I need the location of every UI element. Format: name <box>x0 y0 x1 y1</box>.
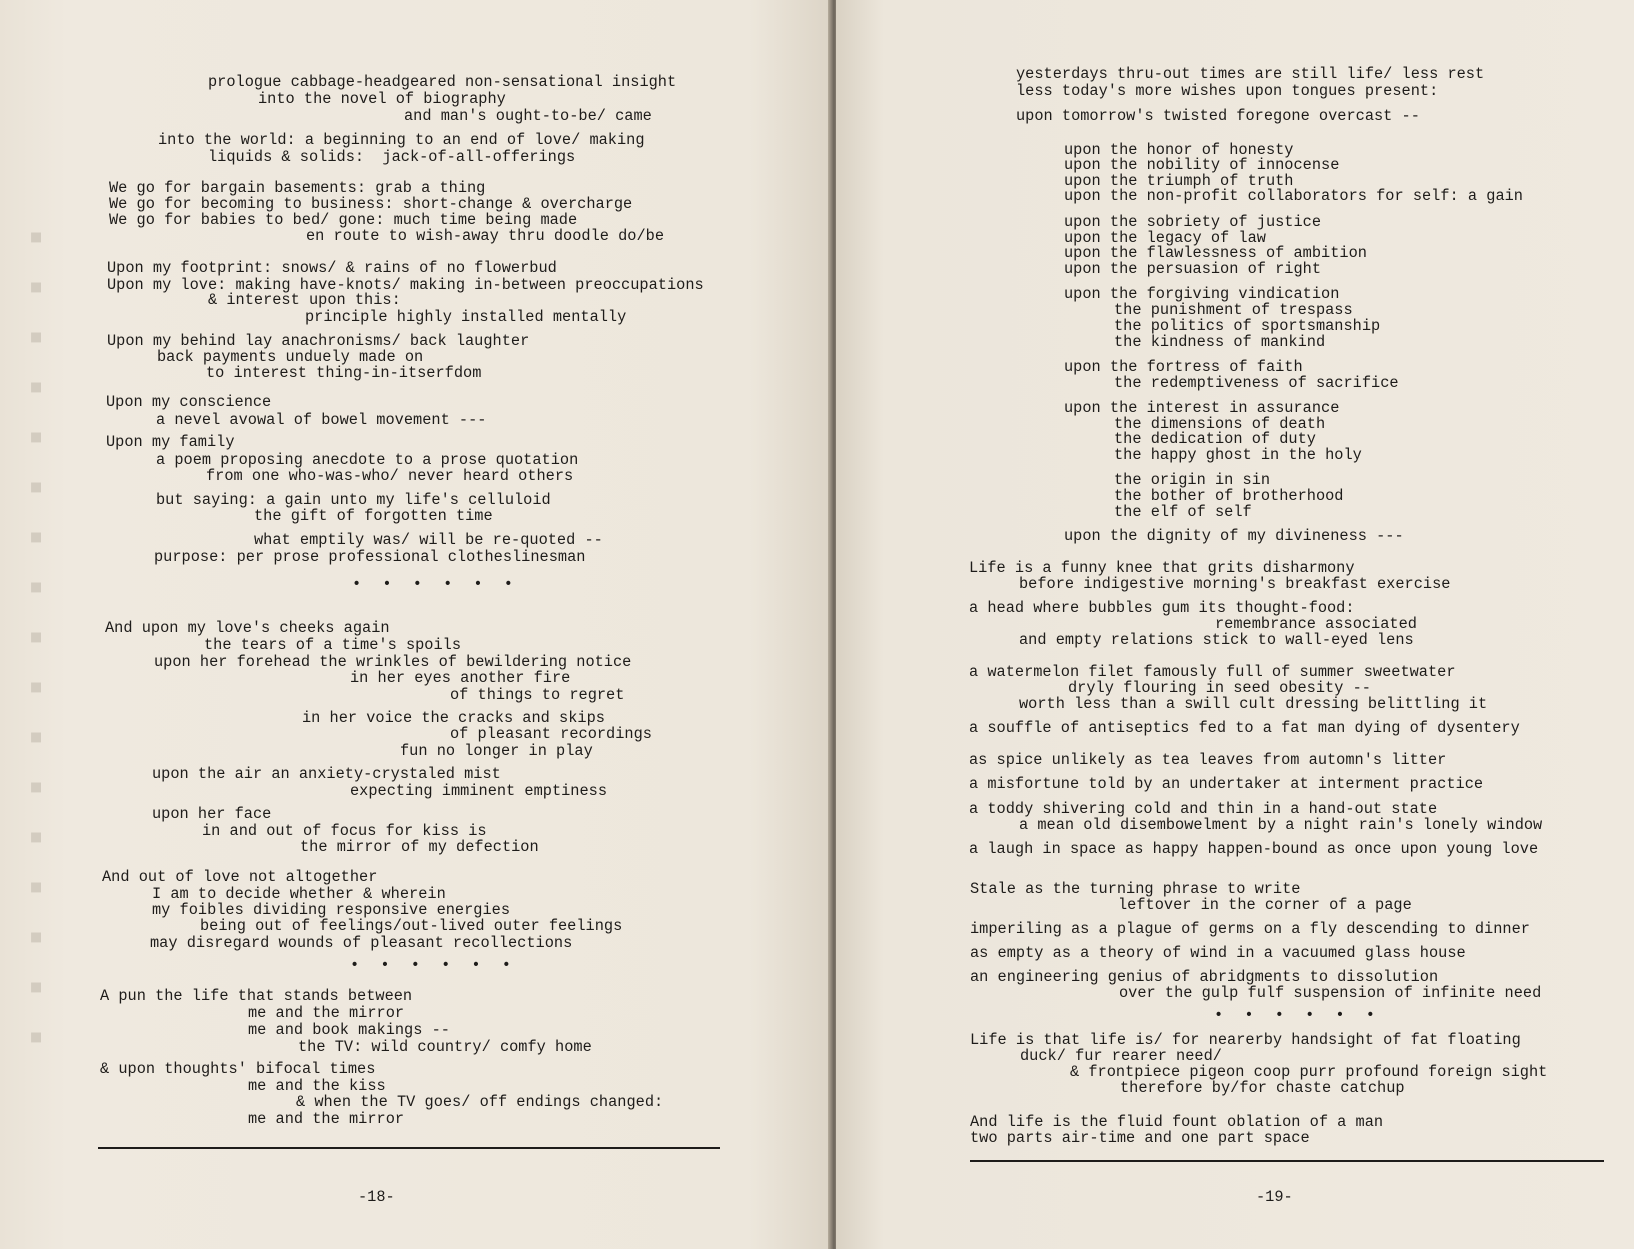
poem-line: We go for babies to bed/ gone: much time being made <box>109 211 578 229</box>
poem-line: into the novel of biography <box>258 90 506 108</box>
poem-line: upon her forehead the wrinkles of bewildering notice <box>154 653 632 671</box>
poem-line: the origin in sin <box>1114 471 1271 489</box>
poem-line: A pun the life that stands between <box>100 987 413 1005</box>
poem-line: in and out of focus for kiss is <box>202 822 487 840</box>
poem-line: And upon my love's cheeks again <box>105 619 390 637</box>
poem-line: Upon my behind lay anachronisms/ back laughter <box>107 332 530 350</box>
poem-line: the dimensions of death <box>1114 415 1326 433</box>
poem-line: the TV: wild country/ comfy home <box>298 1038 592 1056</box>
page-number: -18- <box>358 1188 395 1206</box>
poem-line: duck/ fur rearer need/ <box>1020 1047 1222 1065</box>
poem-line: Stale as the turning phrase to write <box>970 880 1301 898</box>
poem-line: upon the honor of honesty <box>1064 141 1294 159</box>
poem-line: a toddy shivering cold and thin in a hand-out state <box>969 800 1438 818</box>
poem-line: Upon my footprint: snows/ & rains of no flowerbud <box>107 259 557 277</box>
poem-line: but saying: a gain unto my life's celluloid <box>156 491 551 509</box>
poem-line: from one who-was-who/ never heard others <box>206 467 574 485</box>
poem-line: of things to regret <box>450 686 625 704</box>
poem-line: may disregard wounds of pleasant recollections <box>150 934 573 952</box>
poem-line: the politics of sportsmanship <box>1114 317 1381 335</box>
poem-line: I am to decide whether & wherein <box>152 885 446 903</box>
poem-line: upon the non-profit collaborators for self: a gain <box>1064 187 1523 205</box>
poem-line: my foibles dividing responsive energies <box>152 901 511 919</box>
poem-line: upon her face <box>152 805 272 823</box>
poem-line: Upon my love: making have-knots/ making in-between preoccupations <box>107 276 704 294</box>
poem-line: me and the mirror <box>248 1004 405 1022</box>
poem-line: to interest thing-in-itserfdom <box>206 364 482 382</box>
section-bullets: • • • • • • <box>1214 1006 1381 1024</box>
poem-line: a watermelon filet famously full of summer sweetwater <box>969 663 1456 681</box>
poem-line: upon tomorrow's twisted foregone overcast -- <box>1016 107 1420 125</box>
poem-line: what emptily was/ will be re-quoted -- <box>254 531 603 549</box>
poem-line: upon the dignity of my divineness --- <box>1064 527 1404 545</box>
poem-line: en route to wish-away thru doodle do/be <box>306 227 665 245</box>
poem-line: principle highly installed mentally <box>305 308 627 326</box>
poem-line: upon the triumph of truth <box>1064 172 1294 190</box>
poem-line: Upon my conscience <box>106 393 272 411</box>
poem-line: as spice unlikely as tea leaves from automn's litter <box>969 751 1447 769</box>
poem-line: & interest upon this: <box>208 291 401 309</box>
poem-line: upon the interest in assurance <box>1064 399 1340 417</box>
poem-line: of pleasant recordings <box>450 725 652 743</box>
poem-line: back payments unduely made on <box>157 348 424 366</box>
poem-line: We go for bargain basements: grab a thing <box>109 179 486 197</box>
poem-line: a head where bubbles gum its thought-food: <box>969 599 1355 617</box>
poem-line: expecting imminent emptiness <box>350 782 608 800</box>
poem-line: a laugh in space as happy happen-bound as once upon young love <box>969 840 1539 858</box>
poem-line: upon the air an anxiety-crystaled mist <box>152 765 501 783</box>
poem-line: the kindness of mankind <box>1114 333 1326 351</box>
poem-line: We go for becoming to business: short-change & overcharge <box>109 195 633 213</box>
poem-line: Life is that life is/ for nearerby handsight of fat floating <box>970 1031 1521 1049</box>
poem-line: upon the fortress of faith <box>1064 358 1303 376</box>
poem-line: the tears of a time's spoils <box>204 636 462 654</box>
section-bullets: • • • • • • <box>350 956 517 974</box>
poem-line: me and the mirror <box>248 1110 405 1128</box>
poem-line: in her eyes another fire <box>350 669 571 687</box>
poem-line: therefore by/for chaste catchup <box>1120 1079 1405 1097</box>
poem-line: me and the kiss <box>248 1077 386 1095</box>
poem-line: the mirror of my defection <box>300 838 539 856</box>
poem-line: a mean old disembowelment by a night rain's lonely window <box>1019 816 1543 834</box>
poem-line: upon the forgiving vindication <box>1064 285 1340 303</box>
poem-line: imperiling as a plague of germs on a fly descending to dinner <box>970 920 1530 938</box>
poem-line: a souffle of antiseptics fed to a fat man dying of dysentery <box>969 719 1520 737</box>
poem-line: the happy ghost in the holy <box>1114 446 1362 464</box>
poem-line: upon the legacy of law <box>1064 229 1266 247</box>
poem-line: the gift of forgotten time <box>254 507 493 525</box>
poem-line: Life is a funny knee that grits disharmony <box>969 559 1355 577</box>
poem-line: liquids & solids: jack-of-all-offerings <box>208 148 576 166</box>
poem-line: remembrance associated <box>1215 615 1417 633</box>
poem-line: before indigestive morning's breakfast exercise <box>1019 575 1451 593</box>
section-bullets: • • • • • • <box>352 575 519 593</box>
poem-line: being out of feelings/out-lived outer feelings <box>200 917 623 935</box>
poem-line: & when the TV goes/ off endings changed: <box>296 1093 664 1111</box>
poem-line: purpose: per prose professional clotheslinesman <box>154 548 586 566</box>
poem-line: & frontpiece pigeon coop purr profound foreign sight <box>1070 1063 1548 1081</box>
poem-line: upon the sobriety of justice <box>1064 213 1322 231</box>
poem-line: And out of love not altogether <box>102 868 378 886</box>
poem-line: the punishment of trespass <box>1114 301 1353 319</box>
poem-line: a poem proposing anecdote to a prose quotation <box>156 451 579 469</box>
poem-line: the elf of self <box>1114 503 1252 521</box>
poem-line: yesterdays thru-out times are still life/ less rest <box>1016 65 1485 83</box>
poem-line: and empty relations stick to wall-eyed lens <box>1019 631 1414 649</box>
poem-line: a misfortune told by an undertaker at interment practice <box>969 775 1484 793</box>
page-number: -19- <box>1256 1188 1293 1206</box>
poem-line: the dedication of duty <box>1114 430 1316 448</box>
poem-line: & upon thoughts' bifocal times <box>100 1060 376 1078</box>
footer-rule <box>970 1160 1604 1162</box>
poem-line: less today's more wishes upon tongues present: <box>1016 82 1439 100</box>
poem-line: the bother of brotherhood <box>1114 487 1344 505</box>
poem-line: two parts air-time and one part space <box>970 1129 1310 1147</box>
poem-line: a nevel avowal of bowel movement --- <box>156 411 487 429</box>
poem-line: And life is the fluid fount oblation of a man <box>970 1113 1384 1131</box>
poem-line: upon the persuasion of right <box>1064 260 1322 278</box>
poem-line: leftover in the corner of a page <box>1118 896 1412 914</box>
poem-line: upon the flawlessness of ambition <box>1064 244 1367 262</box>
poem-line: over the gulp fulf suspension of infinite need <box>1119 984 1542 1002</box>
poem-line: and man's ought-to-be/ came <box>404 107 652 125</box>
footer-rule <box>98 1147 720 1149</box>
poem-line: Upon my family <box>106 433 235 451</box>
poem-line: me and book makings -- <box>248 1021 450 1039</box>
poem-line: as empty as a theory of wind in a vacuumed glass house <box>970 944 1466 962</box>
right-page <box>836 0 1634 1249</box>
poem-line: dryly flouring in seed obesity -- <box>1068 679 1371 697</box>
poem-line: upon the nobility of innocense <box>1064 156 1340 174</box>
poem-line: worth less than a swill cult dressing belittling it <box>1019 695 1488 713</box>
poem-line: an engineering genius of abridgments to dissolution <box>970 968 1439 986</box>
poem-line: the redemptiveness of sacrifice <box>1114 374 1399 392</box>
poem-line: into the world: a beginning to an end of love/ making <box>158 131 645 149</box>
poem-line: in her voice the cracks and skips <box>302 709 605 727</box>
show-through-text: ▪▪▪▪▪▪▪▪▪▪▪▪▪▪▪▪▪ <box>14 210 58 1060</box>
poem-line: prologue cabbage-headgeared non-sensational insight <box>208 73 677 91</box>
poem-line: fun no longer in play <box>400 742 593 760</box>
